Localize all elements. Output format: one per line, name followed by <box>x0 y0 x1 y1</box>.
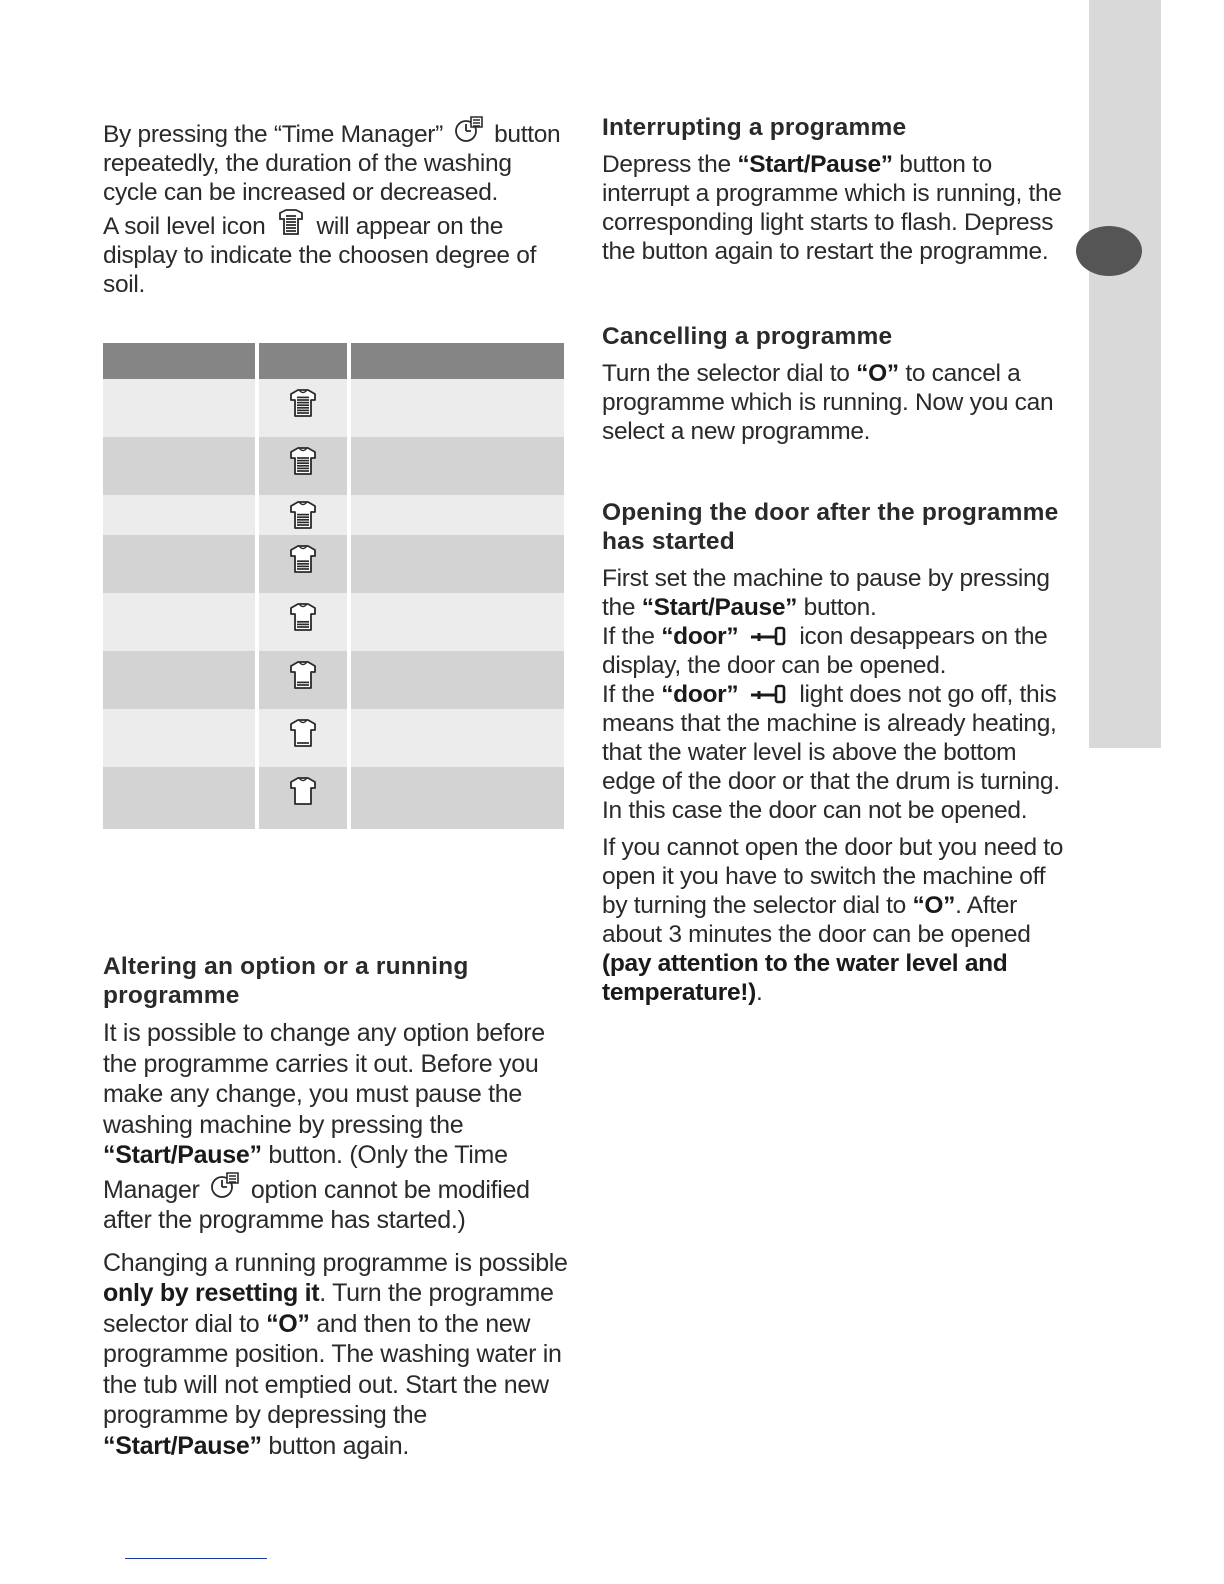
interrupting-heading: Interrupting a programme <box>602 114 907 141</box>
table-cell <box>259 437 347 495</box>
table-row <box>103 495 564 535</box>
intro-text: A soil level icon <box>103 213 266 240</box>
door-lock-icon <box>749 625 789 647</box>
table-row <box>103 767 564 829</box>
table-cell <box>259 651 347 709</box>
body-text: Changing a running programme is possible <box>103 1248 568 1277</box>
shirt-soil-icon <box>288 775 318 807</box>
body-text: If the <box>602 623 655 650</box>
table-cell <box>351 437 564 495</box>
soil-level-table <box>103 343 564 829</box>
altering-section <box>103 952 573 1461</box>
shirt-soil-icon <box>288 387 318 419</box>
body-text: light does not go off, this means that the machine is already heating, that the water level is above the bottom edge of the door or that the drum is turning. <box>602 681 1060 795</box>
opening-paragraph-4: In this case the door can not be opened. <box>602 797 1028 824</box>
table-cell <box>259 535 347 593</box>
table-cell <box>259 767 347 829</box>
table-cell <box>351 709 564 767</box>
bold-text: “door” <box>661 623 739 650</box>
altering-paragraph-2 <box>103 1248 573 1462</box>
header-cell <box>351 343 564 379</box>
start-pause-label: “Start/Pause” <box>103 1141 262 1169</box>
body-text: If the <box>602 681 655 708</box>
bold-text: “door” <box>661 681 739 708</box>
table-cell <box>103 709 255 767</box>
intro-section <box>103 115 568 299</box>
shirt-soil-icon <box>288 445 318 477</box>
altering-heading: Altering an option or a running programme <box>103 953 469 1009</box>
body-text: button to interrupt a programme which is running, the corresponding light starts to flash. Depress the button again to restart the programme. <box>602 151 1062 265</box>
body-text: option cannot be modified after the programme has started.) <box>103 1175 530 1234</box>
table-cell <box>103 651 255 709</box>
header-cell <box>259 343 347 379</box>
start-pause-label: “Start/Pause” <box>103 1431 262 1460</box>
bold-text: “O” <box>912 892 956 919</box>
body-text: Turn the selector dial to <box>602 360 850 387</box>
opening-paragraph-5 <box>602 833 1072 1007</box>
table-cell <box>103 437 255 495</box>
opening-paragraph-2 <box>602 622 1072 680</box>
footer-rule <box>125 1558 267 1559</box>
intro-text: will appear on the display to indicate the choosen degree of soil. <box>103 213 537 298</box>
table-row <box>103 535 564 593</box>
body-text: Depress the <box>602 151 731 178</box>
table-cell <box>103 535 255 593</box>
bold-text: (pay attention to the water level and temperature!) <box>602 950 1008 1006</box>
table-cell <box>351 535 564 593</box>
interrupting-paragraph <box>602 150 1072 266</box>
start-pause-label: “Start/Pause” <box>641 594 798 621</box>
right-column <box>602 113 1072 1007</box>
body-text: First set the machine to pause by pressing the <box>602 565 1050 621</box>
table-cell <box>259 495 347 535</box>
cancelling-heading: Cancelling a programme <box>602 323 893 350</box>
table-row <box>103 437 564 495</box>
table-cell <box>259 709 347 767</box>
cancelling-paragraph <box>602 359 1072 446</box>
table-cell <box>103 767 255 829</box>
header-cell <box>103 343 255 379</box>
door-lock-icon <box>749 683 789 705</box>
opening-heading: Opening the door after the programme has started <box>602 499 1059 555</box>
table-cell <box>103 593 255 651</box>
time-manager-icon <box>454 115 484 145</box>
start-pause-label: “Start/Pause” <box>737 151 893 178</box>
table-cell <box>351 593 564 651</box>
body-text: icon desappears on the display, the door can be opened. <box>602 623 1048 679</box>
opening-paragraph-3 <box>602 680 1072 796</box>
intro-paragraph-2 <box>103 207 568 299</box>
side-tab-marker <box>1089 0 1161 748</box>
chapter-dot <box>1076 226 1142 276</box>
body-text: It is possible to change any option before the programme carries it out. Before you make any change, you must pause the washing machine by pressing the <box>103 1019 545 1139</box>
shirt-soil-icon <box>288 499 318 531</box>
shirt-soil-icon <box>288 717 318 749</box>
intro-text: button repeatedly, the duration of the washing cycle can be increased or decreased. <box>103 121 561 206</box>
intro-paragraph-1 <box>103 115 568 207</box>
soil-level-icon <box>276 207 306 237</box>
intro-text: By pressing the “Time Manager” <box>103 121 444 148</box>
table-row <box>103 379 564 437</box>
table-cell <box>259 379 347 437</box>
shirt-soil-icon <box>288 543 318 575</box>
bold-text: only by resetting it <box>103 1279 320 1307</box>
opening-paragraph-1 <box>602 564 1072 622</box>
table-row <box>103 709 564 767</box>
body-text: . Turn the programme selector dial to <box>103 1279 554 1338</box>
table-cell <box>351 767 564 829</box>
shirt-soil-icon <box>288 659 318 691</box>
body-text: . <box>756 979 763 1006</box>
body-text: to cancel a programme which is running. Now you can select a new programme. <box>602 360 1054 445</box>
table-cell <box>351 495 564 535</box>
bold-text: “O” <box>266 1309 310 1338</box>
body-text: and then to the new programme position. The washing water in the tub will not emptied out. Start the new programme by depressing the <box>103 1309 562 1429</box>
body-text: button. (Only the Time Manager <box>103 1141 508 1204</box>
body-text: button again. <box>268 1431 409 1460</box>
table-row <box>103 593 564 651</box>
body-text: If you cannot open the door but you need to open it you have to switch the machine off by turning the selector dial to <box>602 834 1064 919</box>
soil-table-header <box>103 343 564 379</box>
body-text: button. <box>803 594 877 621</box>
table-cell <box>351 379 564 437</box>
bold-text: “O” <box>856 360 899 387</box>
table-row <box>103 651 564 709</box>
shirt-soil-icon <box>288 601 318 633</box>
table-cell <box>259 593 347 651</box>
table-cell <box>103 379 255 437</box>
altering-paragraph-1 <box>103 1018 573 1236</box>
body-text: . After about 3 minutes the door can be opened <box>602 892 1031 948</box>
time-manager-icon <box>210 1171 240 1201</box>
table-cell <box>351 651 564 709</box>
table-cell <box>103 495 255 535</box>
